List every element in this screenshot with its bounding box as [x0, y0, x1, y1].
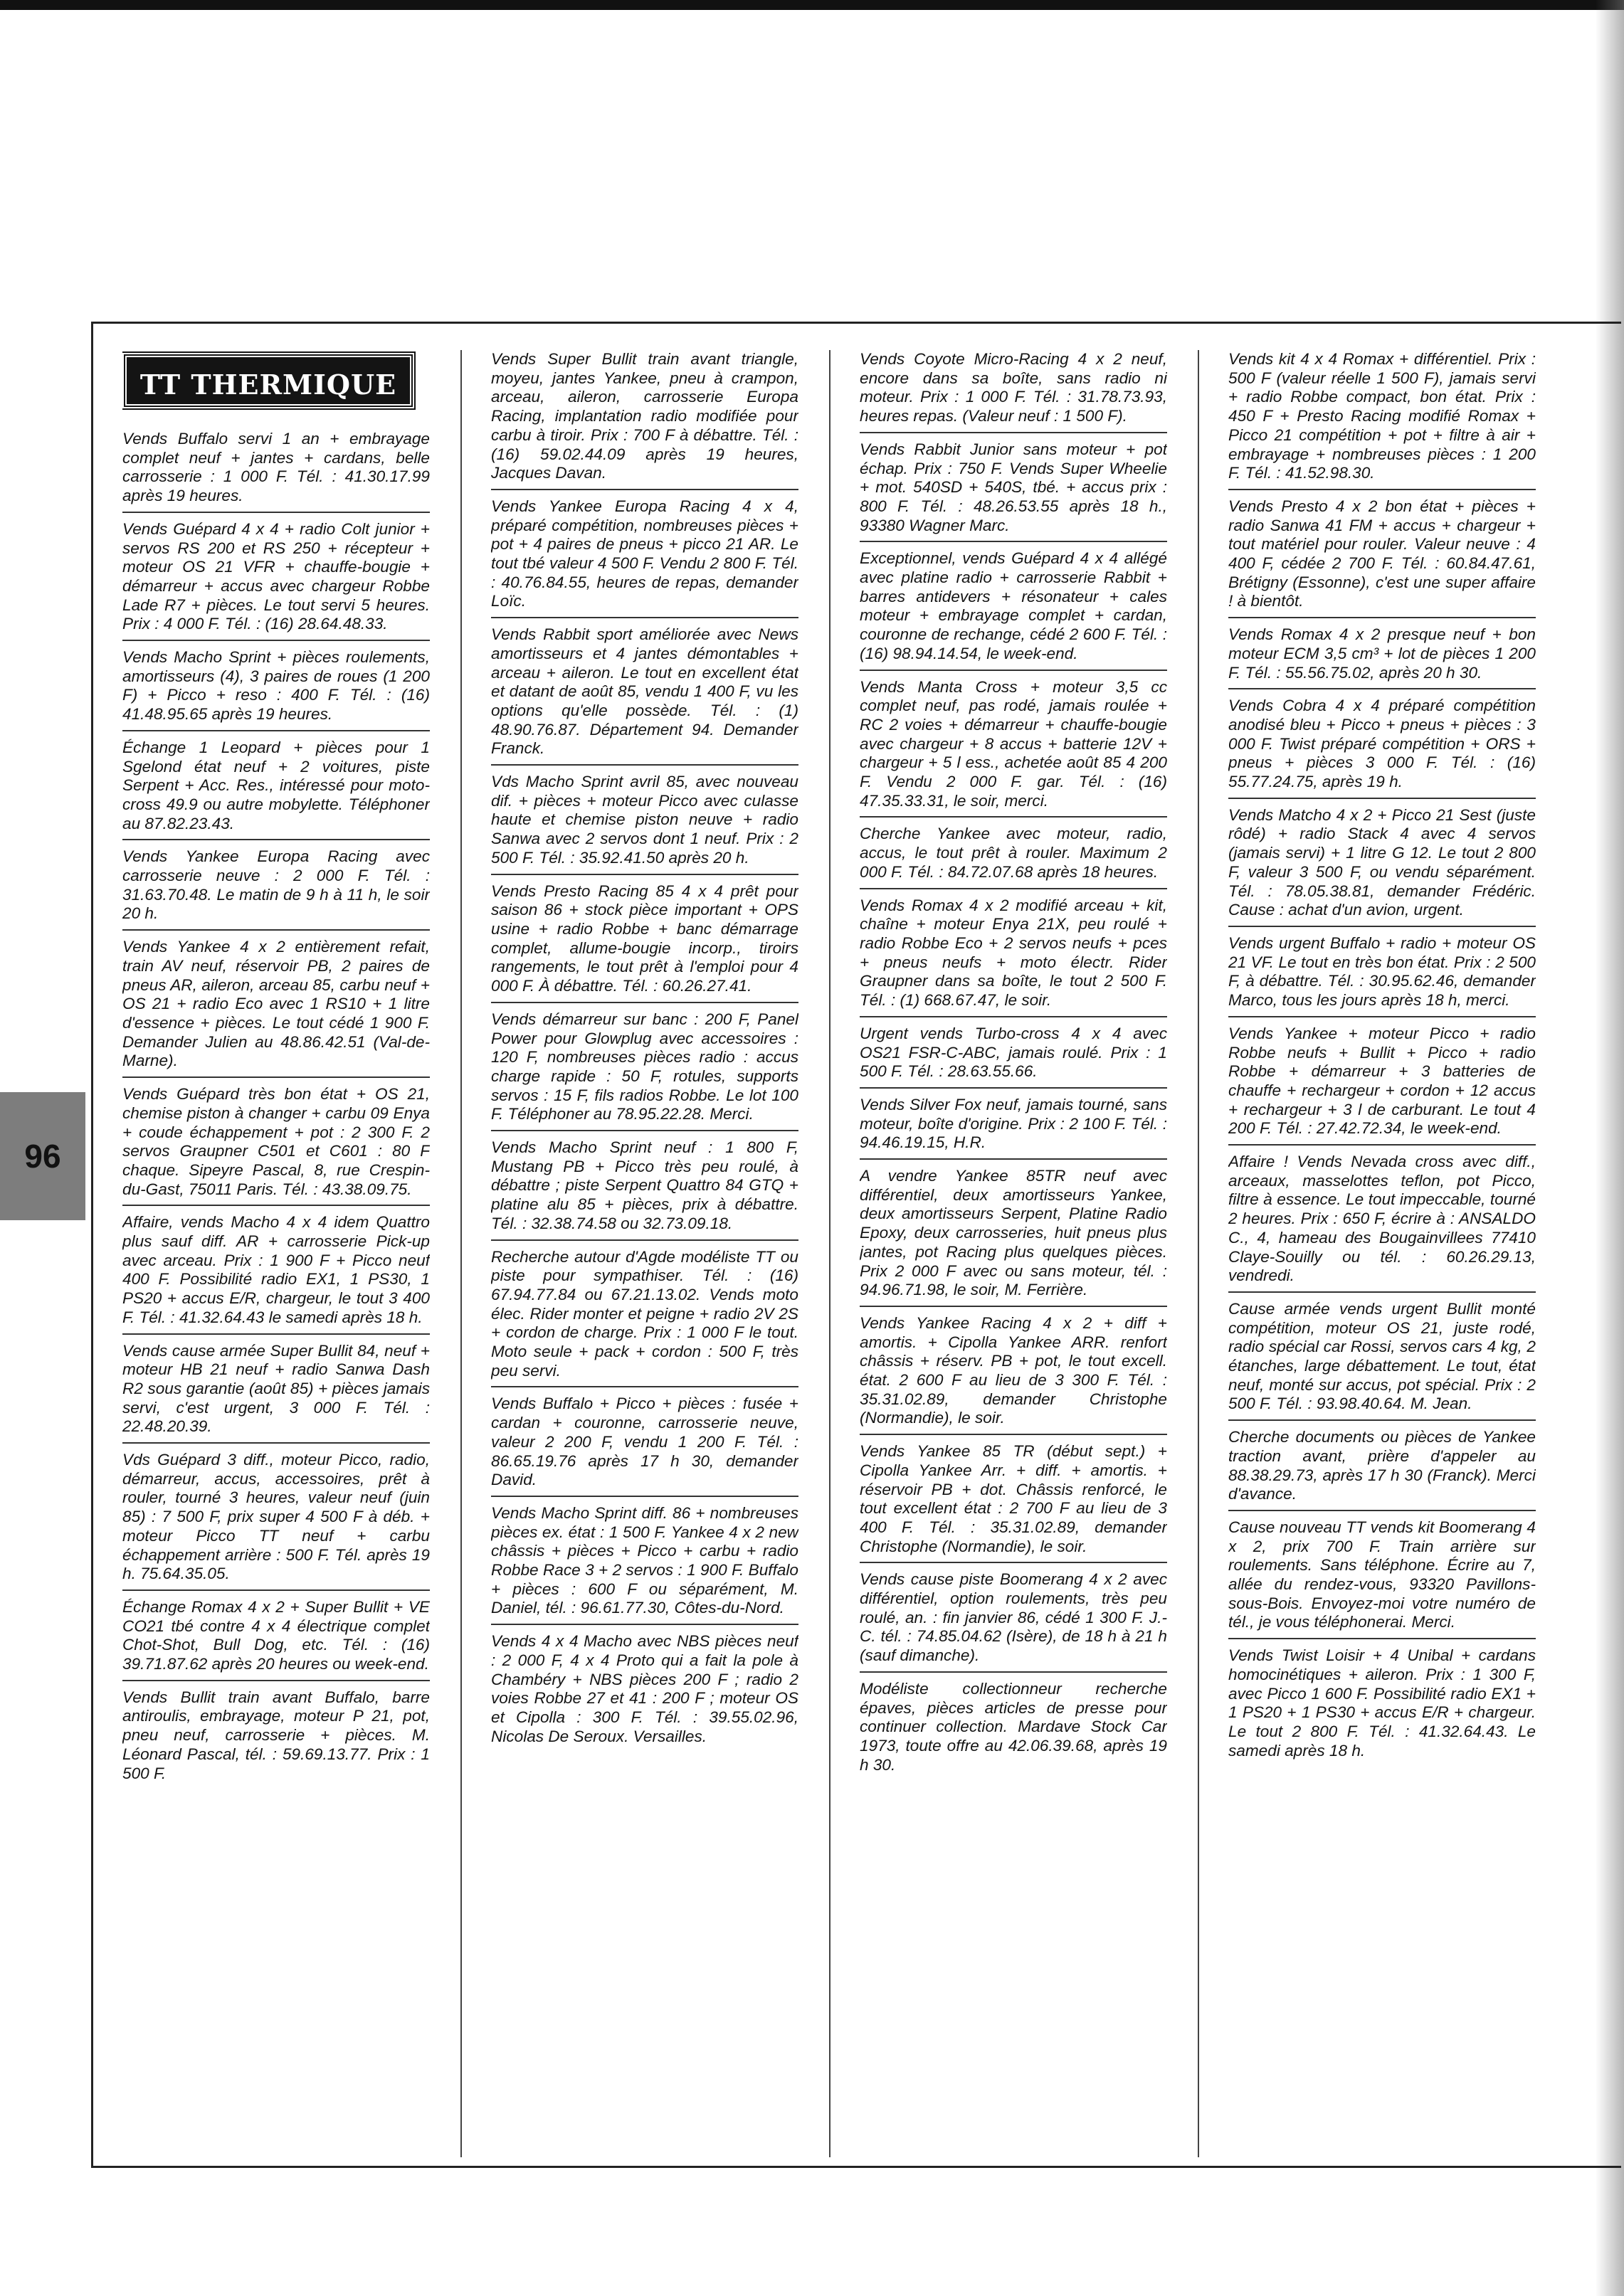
classified-ad: Vends 4 x 4 Macho avec NBS pièces neuf : 2 000 F, 4 x 4 Proto qui a fait la pole à Chambéry + NBS pièces 200 F ; radio 2 voies Robbe 27 et 41 : 200 F ; moteur OS et Cipolla : 300 F. Tél. : 39.55.02.96, Nicolas De Seroux. Versailles.: [491, 1632, 798, 1745]
classified-ad: Vends Macho Sprint neuf : 1 800 F, Mustang PB + Picco très peu roulé, à débattre ; piste Serpent Quattro 84 GTQ + platine alu 85 + pièces, prix à débattre. Tél. : 32.38.74.58 ou 32.73.09.18.: [491, 1138, 798, 1241]
classified-ad: Vends Yankee Europa Racing avec carrosserie neuve : 2 000 F. Tél. : 31.63.70.48. Le matin de 9 h à 11 h, le soir 20 h.: [122, 847, 430, 931]
classified-ad: Modéliste collectionneur recherche épaves, pièces articles de presse pour continuer collection. Mardave Stock Car 1973, toute offre au 42.06.39.68, après 19 h 30.: [860, 1679, 1167, 1774]
classified-ad: Vds Guépard 3 diff., moteur Picco, radio, démarreur, accus, accessoires, prêt à rouler, tourné 3 heures, valeur neuf (juin 85) : 7 500 F, prix super 4 500 F à déb. + moteur Picco TT neuf + carbu échappement arrière : 500 F. Tél. après 19 h. 75.64.35.05.: [122, 1451, 430, 1591]
classified-ad: A vendre Yankee 85TR neuf avec différentiel, deux amortisseurs Yankee, deux amortisseurs Serpent, Platine Radio Epoxy, deux carrosseries, huit pneus plus jantes, pot Racing plus quelques pièces. Prix 2 000 F avec ou sans moteur, tél. : 94.96.71.98, le soir, M. Ferrière.: [860, 1167, 1167, 1307]
classified-ad: Vds Macho Sprint avril 85, avec nouveau dif. + pièces + moteur Picco avec culasse haute et chemise piston neuve + radio Sanwa avec 2 servos dont 1 neuf. Prix : 2 500 F. Tél. : 35.92.41.50 après 20 h.: [491, 773, 798, 875]
classified-ad: Cause nouveau TT vends kit Boomerang 4 x 2, prix 700 F. Train arrière sur roulements. Sans téléphone. Écrire au 7, allée du rendez-vous, 93320 Pavillons-sous-Bois. Envoyez-moi votre numéro de tél., je vous téléphonerai. Merci.: [1228, 1518, 1536, 1639]
page-number: 96: [24, 1138, 61, 1175]
classified-ad: Vends Bullit train avant Buffalo, barre antiroulis, embrayage, moteur P 21, pot, pneu neuf, carrosserie + pièces. M. Léonard Pascal, tél. : 59.69.13.77. Prix : 1 500 F.: [122, 1688, 430, 1782]
classified-ad: Exceptionnel, vends Guépard 4 x 4 allégé avec platine radio + carrosserie Rabbit + barres antidevers + résonateur + cales moteur + embrayage complet + cardan, couronne de rechange, cédé 2 600 F. Tél. : (16) 98.94.14.54, le week-end.: [860, 549, 1167, 670]
page-number-tab: [0, 1092, 85, 1220]
classified-ad: Vends Rabbit sport améliorée avec News amortisseurs et 4 jantes démontables + arceau + aileron. Le tout en excellent état et datant de août 85, vendu 1 400 F, vu les options qu'elle possède. Tél. : (1) 48.90.76.87. Département 94. Demander Franck.: [491, 625, 798, 766]
top-edge-bar: [0, 0, 1624, 10]
column-divider: [829, 350, 831, 2157]
column-3: [860, 350, 1167, 2157]
classified-ad: Vends Romax 4 x 2 presque neuf + bon moteur ECM 3,5 cm³ + lot de pièces 1 200 F. Tél. : 55.56.75.02, après 20 h 30.: [1228, 625, 1536, 689]
classified-ad: Cherche documents ou pièces de Yankee traction avant, prière d'appeler au 88.38.29.73, après 17 h 30 (Franck). Merci d'avance.: [1228, 1428, 1536, 1511]
classified-ad: Vends Romax 4 x 2 modifié arceau + kit, chaîne + moteur Enya 21X, peu roulé + radio Robbe Eco + 2 servos neufs + pces + pneus neufs + moto électr. Rider Graupner dans sa boîte, le tout 2 500 F. Tél. : (1) 668.67.47, le soir.: [860, 896, 1167, 1017]
classified-ad: Vends Guépard 4 x 4 + radio Colt junior + servos RS 200 et RS 250 + récepteur + moteur OS 21 VFR + chauffe-bougie + démarreur + accus avec chargeur Robbe Lade R7 + pièces. Le tout servi 5 heures. Prix : 4 000 F. Tél. : (16) 28.64.48.33.: [122, 520, 430, 641]
classified-ad: Vends Rabbit Junior sans moteur + pot échap. Prix : 750 F. Vends Super Wheelie + mot. 540SD + 540S, tbé. + accus prix : 800 F. Tél. : 48.26.53.55 après 18 h., 93380 Wagner Marc.: [860, 440, 1167, 543]
classified-ad: Vends cause armée Super Bullit 84, neuf + moteur HB 21 neuf + radio Sanwa Dash R2 sous garantie (août 85) + pièces jamais servi, c'est urgent, 3 000 F. Tél. : 22.48.20.39.: [122, 1342, 430, 1444]
classified-ad: Vends démarreur sur banc : 200 F, Panel Power pour Glowplug avec accessoires : 120 F, nombreuses pièces radio : accus charge rapide : 50 F, rotules, supports servos : 15 F, fils radios Robbe. Le lot 100 F. Téléphoner au 78.95.22.28. Merci.: [491, 1010, 798, 1131]
column-4: [1228, 350, 1536, 2157]
classified-ad: Vends Presto 4 x 2 bon état + pièces + radio Sanwa 41 FM + accus + chargeur + tout matériel pour rouler. Valeur neuve : 4 400 F, cédée 2 700 F. Tél. : 60.84.47.61, Brétigny (Essonne), c'est une super affaire ! à bientôt.: [1228, 497, 1536, 618]
classified-ad: Vends Buffalo + Picco + pièces : fusée + cardan + couronne, carrosserie neuve, valeur 2 200 F, vendu 1 200 F. Tél. : 86.65.19.76 après 17 h 30, demander David.: [491, 1395, 798, 1497]
classified-ad: Vends urgent Buffalo + radio + moteur OS 21 VF. Le tout en très bon état. Prix : 2 500 F, à débattre. Tél. : 30.95.62.46, demander Marco, tous les jours après 18 h, merci.: [1228, 934, 1536, 1017]
classified-ad: Cherche Yankee avec moteur, radio, accus, le tout prêt à rouler. Maximum 2 000 F. Tél. : 84.72.07.68 après 18 heures.: [860, 825, 1167, 889]
classified-ad: Vends Manta Cross + moteur 3,5 cc complet neuf, pas rodé, jamais roulée + RC 2 voies + démarreur + chauffe-bougie avec chargeur + 8 accus + batterie 12V + chargeur + 5 l ess., achetée août 85 4 200 F. Vendu 2 000 F. gar. Tél. : (16) 47.35.33.31, le soir, merci.: [860, 678, 1167, 818]
classified-ad: Vends Matcho 4 x 2 + Picco 21 Sest (juste rôdé) + radio Stack 4 avec 4 servos (jamais servi) + 1 litre G 12. Le tout 2 800 F, valeur 3 500 F, ou vendu séparément. Tél. : 78.05.38.81, demander Frédéric. Cause : achat d'un avion, urgent.: [1228, 806, 1536, 927]
classified-ad: Vends Yankee 4 x 2 entièrement refait, train AV neuf, réservoir PB, 2 paires de pneus AR, aileron, arceau 85, carbu neuf + OS 21 + radio Eco avec 1 RS10 + 1 litre d'essence + pièces. Le tout cédé 1 900 F. Demander Julien au 48.86.42.51 (Val-de-Marne).: [122, 938, 430, 1078]
classified-ad: Vends Macho Sprint diff. 86 + nombreuses pièces ex. état : 1 500 F. Yankee 4 x 2 new châssis + pièces + Picco + carbu + radio Robbe Race 3 + 2 servos : 1 900 F. Buffalo + pièces : 600 F ou séparément, M. Daniel, tél. : 96.61.77.30, Côtes-du-Nord.: [491, 1504, 798, 1625]
classified-ad: Affaire, vends Macho 4 x 4 idem Quattro plus sauf diff. AR + carrosserie Pick-up avec arceau. Prix : 1 900 F + Picco neuf 400 F. Possibilité radio EX1, 1 PS30, 1 PS20 + accus E/R, chargeur, le tout 3 400 F. Tél. : 41.32.64.43 le samedi après 18 h.: [122, 1213, 430, 1334]
classified-ad: Vends kit 4 x 4 Romax + différentiel. Prix : 500 F (valeur réelle 1 500 F), jamais servi + radio Robbe compact, bon état. Prix : 450 F + Presto Racing modifié Romax + Picco 21 compétition + pot + filtre à air + embrayage + nombreuses pièces : 1 200 F. Tél. : 41.52.98.30.: [1228, 350, 1536, 490]
column-divider: [1198, 350, 1199, 2157]
classifieds-columns: [122, 350, 1556, 2157]
classified-ad: Vends Silver Fox neuf, jamais tourné, sans moteur, boîte d'origine. Prix : 2 100 F. Tél. : 94.46.19.15, H.R.: [860, 1096, 1167, 1160]
column-divider: [460, 350, 462, 2157]
classified-ad: Urgent vends Turbo-cross 4 x 4 avec OS21 FSR-C-ABC, jamais roulé. Prix : 1 500 F. Tél. : 28.63.55.66.: [860, 1025, 1167, 1089]
classified-ad: Vends Yankee + moteur Picco + radio Robbe neufs + Bullit + Picco + radio Robbe + démarreur + 3 batteries de chauffe + rechargeur + cordon + 12 accus + rechargeur + 3 l de carburant. Le tout 4 200 F. Tél. : 27.42.72.34, le week-end.: [1228, 1025, 1536, 1146]
classified-ad: Vends Coyote Micro-Racing 4 x 2 neuf, encore dans sa boîte, sans radio ni moteur. Prix : 1 000 F. Tél. : 31.78.73.93, heures repas. (Valeur neuf : 1 500 F).: [860, 350, 1167, 433]
classified-ad: Échange Romax 4 x 2 + Super Bullit + VE CO21 tbé contre 4 x 4 électrique complet Chot-Shot, Bull Dog, etc. Tél. : (16) 39.71.87.62 après 20 heures ou week-end.: [122, 1598, 430, 1681]
column-2: [491, 350, 798, 2157]
column-1: [122, 350, 430, 2157]
classified-ad: Vends Twist Loisir + 4 Unibal + cardans homocinétiques + aileron. Prix : 1 300 F, avec Picco 1 600 F. Possibilité radio EX1 + 1 PS20 + 1 PS30 + accus E/R + chargeur. Le tout 2 800 F. Tél. : 41.32.64.43. Le samedi après 18 h.: [1228, 1646, 1536, 1760]
classified-ad: Vends Buffalo servi 1 an + embrayage complet neuf + jantes + cardans, belle carrosserie : 1 000 F. Tél. : 41.30.17.99 après 19 heures.: [122, 430, 430, 513]
classified-ad: Vends Cobra 4 x 4 préparé compétition anodisé bleu + Picco + pneus + pièces : 3 000 F. Twist préparé compétition + ORS + pneus + pièces 3 000 F. Tél. : (16) 55.77.24.75, après 19 h.: [1228, 697, 1536, 799]
classified-ad: Vends cause piste Boomerang 4 x 2 avec différentiel, option roulements, très peu roulé, an. : fin janvier 86, cédé 1 300 F. J.-C. tél. : 74.85.04.62 (Isère), de 18 h à 21 h (sauf dimanche).: [860, 1570, 1167, 1673]
classified-ad: Vends Yankee Racing 4 x 2 + diff + amortis. + Cipolla Yankee ARR. renfort châssis + réserv. PB + pot, le tout excell. état. 2 600 F au lieu de 3 300 F. Tél. : 35.31.02.89, demander Christophe (Normandie), le soir.: [860, 1314, 1167, 1435]
section-heading: TT THERMIQUE: [122, 353, 414, 408]
classified-ad: Vends Macho Sprint + pièces roulements, amortisseurs (4), 3 paires de roues (1 200 F) + Picco + reso : 400 F. Tél. : (16) 41.48.95.65 après 19 heures.: [122, 648, 430, 731]
classified-ad: Affaire ! Vends Nevada cross avec diff., arceaux, masselottes teflon, pot Picco, filtre à essence. Le tout impeccable, tourné 2 heures. Prix : 650 F, écrire à : ANSALDO C., 4, hameau des Bougainvillees 77410 Claye-Souilly ou tél. : 60.26.29.13, vendredi.: [1228, 1153, 1536, 1293]
classified-ad: Cause armée vends urgent Bullit monté compétition, moteur OS 21, juste rodé, radio spécial car Rossi, servos cars 4 kg, 2 étanches, large débattement. Le tout, état neuf, monté sur accus, pot spécial. Prix : 2 500 F. Tél. : 93.98.40.64. M. Jean.: [1228, 1300, 1536, 1421]
classified-ad: Vends Super Bullit train avant triangle, moyeu, jantes Yankee, pneu à crampon, arceau, aileron, carrosserie Europa Racing, implantation radio modifiée pour carbu à tiroir. Prix : 700 F à débattre. Tél. : (16) 59.02.44.09 après 19 heures, Jacques Davan.: [491, 350, 798, 490]
classified-ad: Échange 1 Leopard + pièces pour 1 Sgelond état neuf + 2 voitures, piste Serpent + Acc. Res., intéressé pour moto-cross 49.9 ou autre mobylette. Téléphoner au 87.82.23.43.: [122, 739, 430, 841]
classified-ad: Vends Yankee Europa Racing 4 x 4, préparé compétition, nombreuses pièces + pot + 4 paires de pneus + picco 21 AR. Le tout tbé valeur 4 500 F. Vendu 2 800 F. Tél. : 40.76.84.55, heures de repas, demander Loïc.: [491, 497, 798, 618]
classified-ad: Vends Guépard très bon état + OS 21, chemise piston à changer + carbu 09 Enya + coude échappement + pot : 2 300 F. 2 servos Graupner C501 et C601 : 80 F chaque. Sipeyre Pascal, 8, rue Crespin-du-Gast, 75011 Paris. Tél. : 43.38.09.75.: [122, 1085, 430, 1206]
classified-ad: Recherche autour d'Agde modéliste TT ou piste pour sympathiser. Tél. : (16) 67.94.77.84 ou 67.21.13.02. Vends moto élec. Rider monter et peigne + radio 2V 2S + cordon de charge. Prix : 1 000 F le tout. Moto seule + pack + cordon : 500 F, très peu servi.: [491, 1248, 798, 1388]
classified-ad: Vends Presto Racing 85 4 x 4 prêt pour saison 86 + stock pièce important + OPS usine + radio Robbe + banc démarrage complet, allume-bougie incorp., tiroirs rangements, le tout prêt à l'emploi pour 4 000 F. À débattre. Tél. : 60.26.27.41.: [491, 882, 798, 1003]
classified-ad: Vends Yankee 85 TR (début sept.) + Cipolla Yankee Arr. + diff. + amortis. + réservoir PB + dot. Châssis renforcé, le tout excellent état : 2 700 F au lieu de 3 400 F. Tél. : 35.31.02.89, demander Christophe (Normandie), le soir.: [860, 1442, 1167, 1563]
